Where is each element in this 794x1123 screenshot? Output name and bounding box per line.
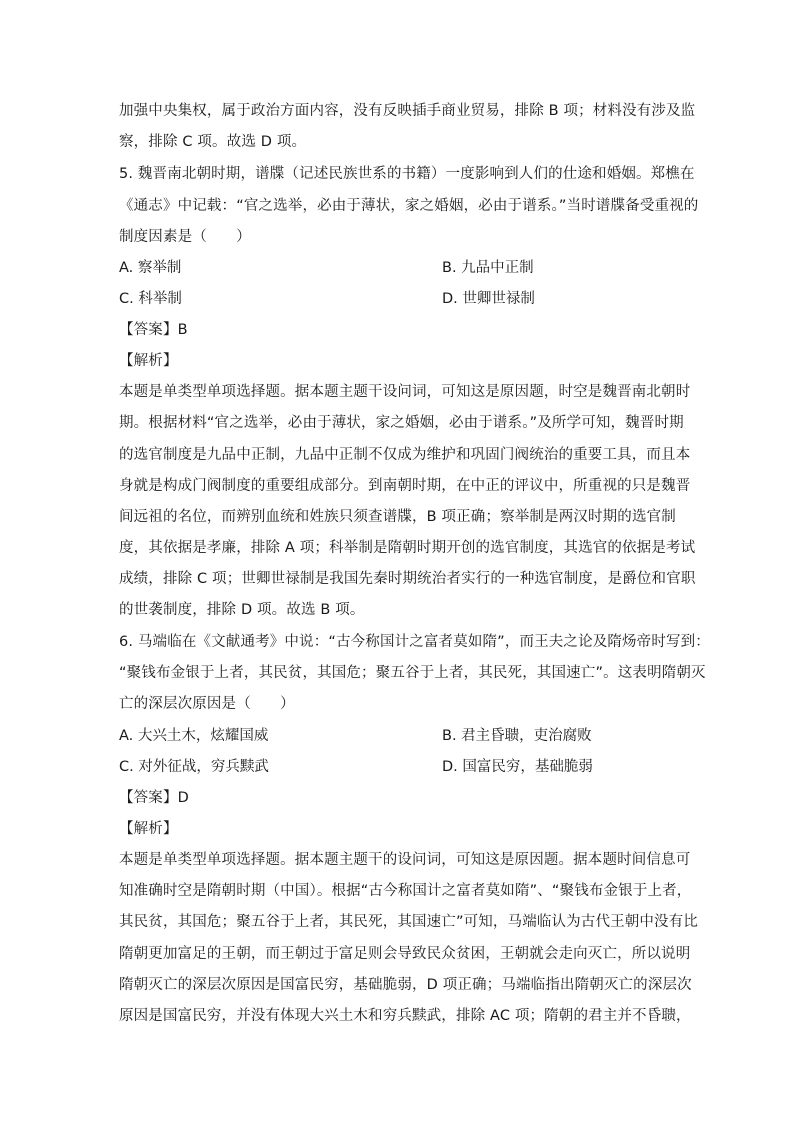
q6-analysis-line: 隋朝灭亡的深层次原因是国富民穷，基础脆弱，D 项正确；马端临指出隋朝灭亡的深层次 xyxy=(119,977,692,993)
q6-analysis-line: 本题是单类型单项选择题。据本题主题干的设问词，可知这是原因题。据本题时间信息可 xyxy=(119,852,691,868)
q4-analysis-line: 加强中央集权，属于政治方面内容，没有反映插手商业贸易，排除 B 项；材料没有涉及监 xyxy=(119,103,696,119)
q5-option-b: B. 九品中正制 xyxy=(442,260,534,276)
q5-analysis-line: 度，其依据是孝廉，排除 A 项；科举制是隋朝时期开创的选官制度，其选官的依据是考试 xyxy=(119,540,696,556)
q6-question-stem: 6. 马端临在《文献通考》中说：“古今称国计之富者莫如隋”，而王夫之论及隋炀帝时写到： xyxy=(119,634,710,650)
q6-option-c: C. 对外征战，穷兵黩武 xyxy=(119,759,269,775)
q6-analysis-line: 其民贫，其国危；聚五谷于上者，其民死，其国速亡”可知，马端临认为古代王朝中没有比 xyxy=(119,914,699,930)
q5-analysis-line: 身就是构成门阀制度的重要组成部分。到南朝时期，在中正的评议中，所重视的只是魏晋 xyxy=(119,478,691,494)
q6-analysis-label: 【解析】 xyxy=(119,821,178,837)
q5-analysis-line: 的选官制度是九品中正制，九品中正制不仅成为维护和巩固门阀统治的重要工具，而且本 xyxy=(119,447,691,463)
q6-answer: 【答案】D xyxy=(119,790,189,806)
q5-analysis-line: 的世袭制度，排除 D 项。故选 B 项。 xyxy=(119,602,365,618)
q5-option-d: D. 世卿世禄制 xyxy=(442,291,535,307)
q5-analysis-line: 成绩，排除 C 项；世卿世禄制是我国先秦时期统治者实行的一种选官制度，是爵位和官职 xyxy=(119,571,696,587)
q5-question-stem: 5. 魏晋南北朝时期，谱牒（记述民族世系的书籍）一度影响到人们的仕途和婚姻。郑樵在 xyxy=(119,166,695,182)
q6-option-d: D. 国富民穷，基础脆弱 xyxy=(442,759,593,775)
q5-analysis-line: 间远祖的名位，而辨别血统和姓族只须查谱牒，B 项正确；察举制是两汉时期的选官制 xyxy=(119,509,676,525)
q6-analysis-line: 原因是国富民穷，并没有体现大兴土木和穷兵黩武，排除 AC 项；隋朝的君主并不昏聩， xyxy=(119,1008,691,1024)
q6-analysis-line: 隋朝更加富足的王朝，而王朝过于富足则会导致民众贫困，王朝就会走向灭亡，所以说明 xyxy=(119,946,691,962)
q6-option-a: A. 大兴土木，炫耀国威 xyxy=(119,728,269,744)
q6-analysis-line: 知准确时空是隋朝时期（中国）。根据“古今称国计之富者莫如隋”、“聚钱布金银于上者， xyxy=(119,883,692,899)
q5-analysis-label: 【解析】 xyxy=(119,353,178,369)
q6-question-stem: 亡的深层次原因是（ ） xyxy=(119,696,295,712)
q6-question-stem: “聚钱布金银于上者，其民贫，其国危；聚五谷于上者，其民死，其国速亡”。这表明隋朝灭 xyxy=(119,665,706,681)
q6-option-b: B. 君主昏聩，吏治腐败 xyxy=(442,728,592,744)
q5-question-stem: 制度因素是（ ） xyxy=(119,229,251,245)
q5-question-stem: 《通志》中记载：“官之选举，必由于薄状，家之婚姻，必由于谱系。”当时谱牒备受重视的 xyxy=(119,198,699,214)
q5-analysis-line: 期。根据材料“官之选举，必由于薄状，家之婚姻，必由于谱系。”及所学可知，魏晋时期 xyxy=(119,415,684,431)
q5-answer: 【答案】B xyxy=(119,322,188,338)
q5-option-a: A. 察举制 xyxy=(119,260,182,276)
q5-option-c: C. 科举制 xyxy=(119,291,182,307)
q4-analysis-line: 察，排除 C 项。故选 D 项。 xyxy=(119,134,307,150)
q5-analysis-line: 本题是单类型单项选择题。据本题主题干设问词，可知这是原因题，时空是魏晋南北朝时 xyxy=(119,384,691,400)
